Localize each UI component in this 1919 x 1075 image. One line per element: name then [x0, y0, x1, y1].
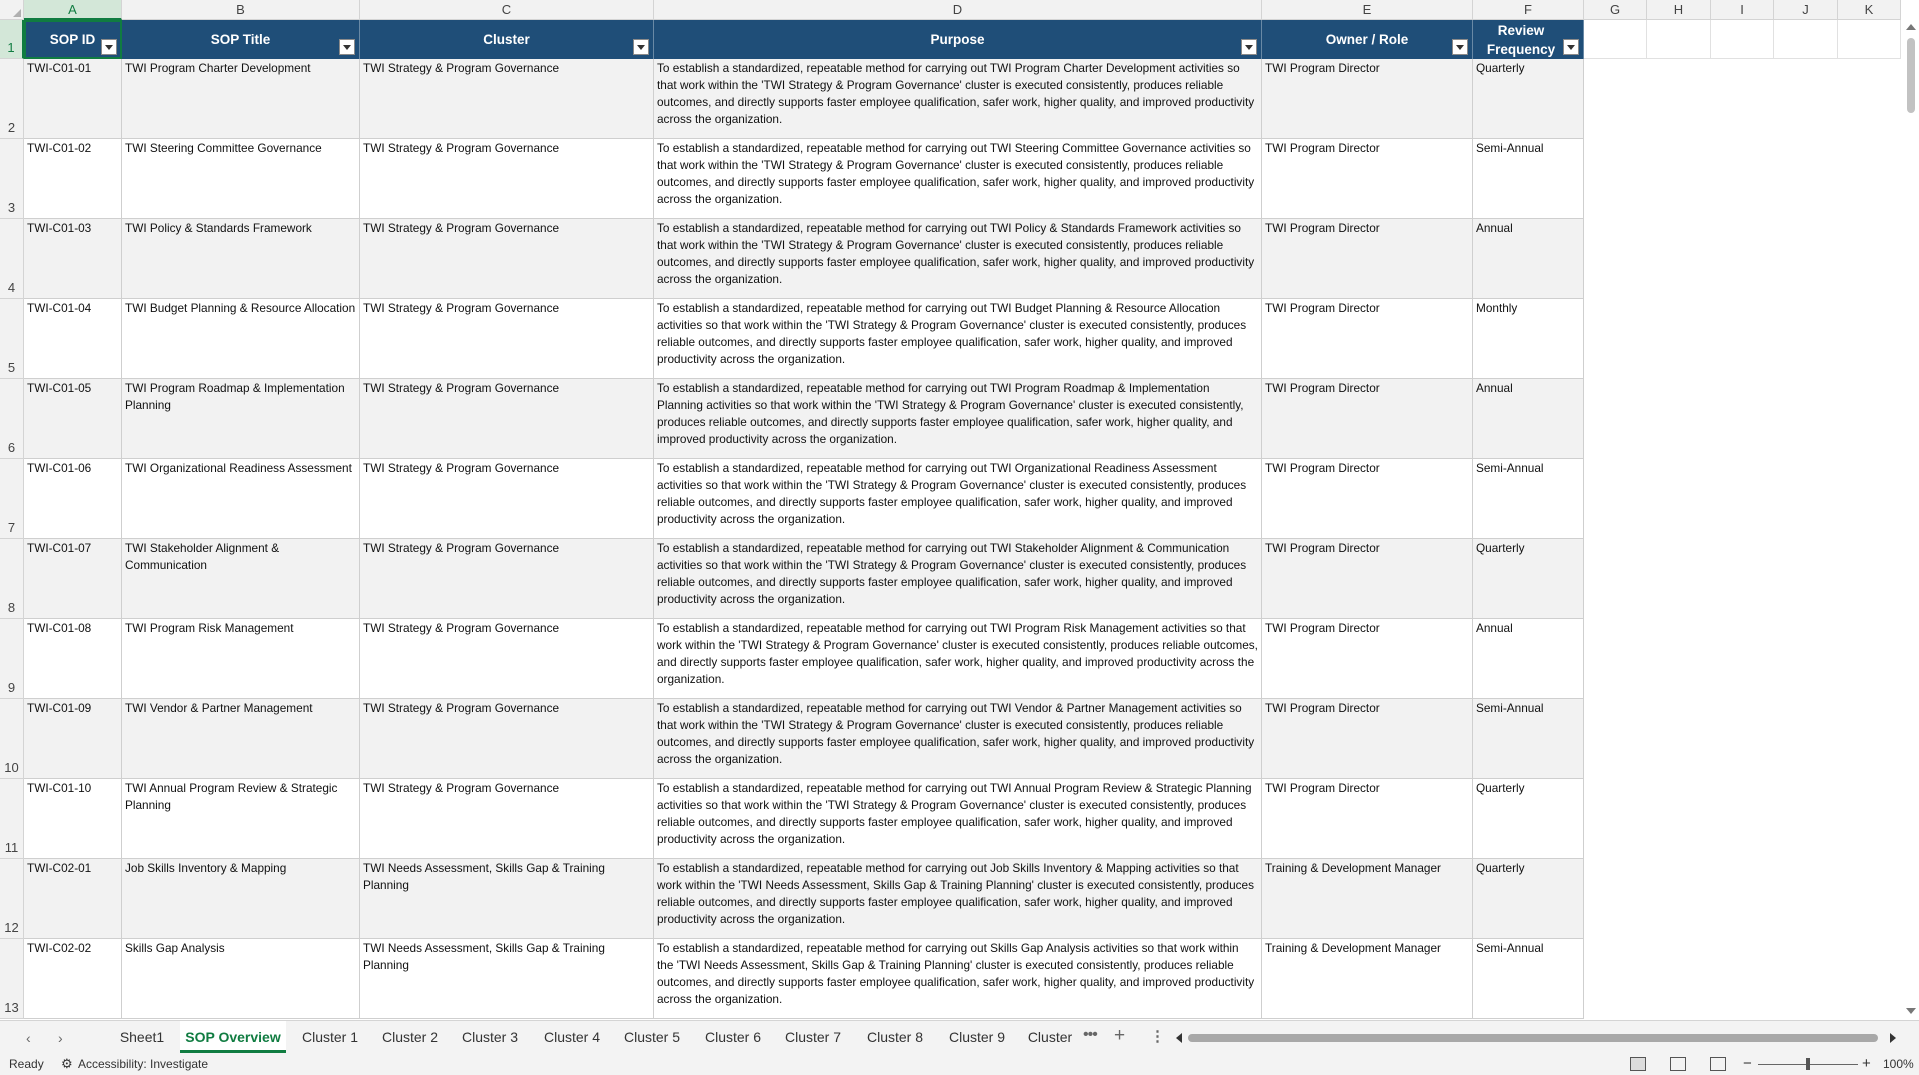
cell-owner-role[interactable]: TWI Program Director — [1262, 59, 1473, 139]
row-number: 3 — [7, 200, 16, 215]
row-number: 13 — [4, 1000, 19, 1015]
sheet-tab-cluster[interactable]: Cluster — [1027, 1029, 1073, 1045]
cell-sop-id[interactable]: TWI-C01-02 — [24, 139, 122, 219]
cell-sop-title[interactable]: Job Skills Inventory & Mapping — [122, 859, 360, 939]
cell-owner-role[interactable]: Training & Development Manager — [1262, 859, 1473, 939]
cell-cluster[interactable]: TWI Strategy & Program Governance — [360, 459, 654, 539]
cell-cluster[interactable]: TWI Strategy & Program Governance — [360, 379, 654, 459]
plus-icon[interactable]: + — [1114, 1025, 1126, 1046]
cell-sop-id[interactable]: TWI-C01-09 — [24, 699, 122, 779]
header-label: Cluster — [483, 32, 530, 47]
empty-cell[interactable] — [1584, 20, 1647, 59]
cell-review-frequency[interactable]: Semi-Annual — [1473, 699, 1584, 779]
zoom-out-icon[interactable]: − — [1743, 1055, 1752, 1072]
ellipsis-icon[interactable]: ••• — [1083, 1026, 1097, 1043]
horizontal-scrollbar[interactable] — [1176, 1033, 1896, 1043]
cell-review-frequency[interactable]: Quarterly — [1473, 859, 1584, 939]
filter-dropdown-icon[interactable] — [339, 39, 355, 55]
cell-purpose[interactable]: To establish a standardized, repeatable method for carrying out TWI Program Charter Development activities so that work within the 'TWI Strategy & Program Governance' cluster is executed consistently, produces reliable outcomes, and directly supports faster employee qualification, safer work, higher quality, and improved productivity across the organization. — [654, 59, 1262, 139]
cell-cluster[interactable]: TWI Strategy & Program Governance — [360, 299, 654, 379]
vertical-scroll-thumb[interactable] — [1907, 38, 1915, 113]
row-header-3[interactable] — [0, 139, 24, 219]
cell-sop-id[interactable]: TWI-C01-04 — [24, 299, 122, 379]
header-cluster[interactable] — [360, 20, 654, 59]
cell-purpose[interactable]: To establish a standardized, repeatable method for carrying out TWI Stakeholder Alignment & Communication activities so that work within the 'TWI Strategy & Program Governance' cluster is executed consistently, produces reliable outcomes, and directly supports faster employee qualification, safer work, higher quality, and improved productivity across the organization. — [654, 539, 1262, 619]
empty-cell[interactable] — [1838, 20, 1901, 59]
row-number: 9 — [7, 680, 16, 695]
sheet-tab-cluster-6[interactable]: Cluster 6 — [704, 1029, 762, 1045]
cell-purpose[interactable]: To establish a standardized, repeatable method for carrying out TWI Policy & Standards Framework activities so that work within the 'TWI Strategy & Program Governance' cluster is executed consistently, produces reliable outcomes, and directly supports faster employee qualification, safer work, higher quality, and improved productivity across the organization. — [654, 219, 1262, 299]
cell-sop-id[interactable]: TWI-C01-03 — [24, 219, 122, 299]
cell-owner-role[interactable]: TWI Program Director — [1262, 139, 1473, 219]
row-header-2[interactable] — [0, 59, 24, 139]
row-number: 6 — [7, 440, 16, 455]
tab-scroll-right-icon[interactable]: › — [58, 1030, 63, 1046]
cell-sop-title[interactable]: TWI Stakeholder Alignment & Communication — [122, 539, 360, 619]
row-number: 10 — [4, 760, 19, 775]
cell-cluster[interactable]: TWI Strategy & Program Governance — [360, 779, 654, 859]
row-header-8[interactable] — [0, 539, 24, 619]
column-header-e[interactable]: E — [1262, 0, 1473, 20]
column-header-f[interactable]: F — [1473, 0, 1584, 20]
scroll-down-icon[interactable] — [1906, 1008, 1916, 1014]
ready-status: Ready — [9, 1057, 44, 1071]
vertical-dots-icon[interactable]: ⋮ — [1150, 1028, 1165, 1045]
row-header-7[interactable] — [0, 459, 24, 539]
scroll-left-icon[interactable] — [1176, 1033, 1182, 1043]
cell-owner-role[interactable]: TWI Program Director — [1262, 379, 1473, 459]
row-header-5[interactable] — [0, 299, 24, 379]
cell-cluster[interactable]: TWI Needs Assessment, Skills Gap & Training Planning — [360, 859, 654, 939]
header-review-frequency[interactable] — [1473, 20, 1584, 59]
header-label: Review Frequency — [1486, 22, 1556, 57]
empty-cell[interactable] — [1774, 20, 1838, 59]
sheet-tab-cluster-2[interactable]: Cluster 2 — [381, 1029, 439, 1045]
sheet-tab-cluster-4[interactable]: Cluster 4 — [543, 1029, 601, 1045]
filter-dropdown-icon[interactable] — [1241, 39, 1257, 55]
cell-purpose[interactable]: To establish a standardized, repeatable method for carrying out Skills Gap Analysis activities so that work within the 'TWI Needs Assessment, Skills Gap & Training Planning' cluster is executed consistently, produces reliable outcomes, and directly supports faster employee qualification, safer work, higher quality, and improved productivity across the organization. — [654, 939, 1262, 1019]
cell-cluster[interactable]: TWI Strategy & Program Governance — [360, 699, 654, 779]
header-label: SOP Title — [210, 32, 271, 47]
sheet-tab-cluster-8[interactable]: Cluster 8 — [866, 1029, 924, 1045]
cell-sop-id[interactable]: TWI-C01-10 — [24, 779, 122, 859]
cell-sop-title[interactable]: TWI Annual Program Review & Strategic Planning — [122, 779, 360, 859]
row-header-6[interactable] — [0, 379, 24, 459]
cell-sop-title[interactable]: TWI Vendor & Partner Management — [122, 699, 360, 779]
tab-scroll-left-icon[interactable]: ‹ — [26, 1030, 31, 1046]
cell-cluster[interactable]: TWI Strategy & Program Governance — [360, 619, 654, 699]
scroll-right-icon[interactable] — [1890, 1033, 1896, 1043]
column-header-j[interactable]: J — [1774, 0, 1838, 20]
row-number: 12 — [4, 920, 19, 935]
sheet-tab-sop-overview[interactable]: SOP Overview — [180, 1021, 286, 1053]
cell-sop-id[interactable]: TWI-C01-01 — [24, 59, 122, 139]
zoom-slider-thumb[interactable] — [1806, 1058, 1810, 1070]
filter-dropdown-icon[interactable] — [1452, 39, 1468, 55]
sheet-tab-sheet1[interactable]: Sheet1 — [119, 1029, 165, 1045]
cell-owner-role[interactable]: TWI Program Director — [1262, 459, 1473, 539]
horizontal-scroll-thumb[interactable] — [1188, 1034, 1878, 1042]
row-number: 4 — [7, 280, 16, 295]
row-header-13[interactable] — [0, 939, 24, 1019]
header-purpose[interactable] — [654, 20, 1262, 59]
zoom-level[interactable]: 100% — [1883, 1057, 1914, 1071]
cell-sop-title[interactable]: TWI Program Risk Management — [122, 619, 360, 699]
row-number: 7 — [7, 520, 16, 535]
cell-review-frequency[interactable]: Quarterly — [1473, 59, 1584, 139]
sheet-tab-cluster-3[interactable]: Cluster 3 — [461, 1029, 519, 1045]
column-header-c[interactable]: C — [360, 0, 654, 20]
sheet-tab-cluster-9[interactable]: Cluster 9 — [948, 1029, 1006, 1045]
cell-review-frequency[interactable]: Annual — [1473, 219, 1584, 299]
sheet-tab-cluster-5[interactable]: Cluster 5 — [623, 1029, 681, 1045]
cell-sop-title[interactable]: TWI Program Charter Development — [122, 59, 360, 139]
cell-owner-role[interactable]: TWI Program Director — [1262, 779, 1473, 859]
cell-cluster[interactable]: TWI Strategy & Program Governance — [360, 219, 654, 299]
cell-cluster[interactable]: TWI Strategy & Program Governance — [360, 539, 654, 619]
row-header-1[interactable]: 1 — [0, 20, 24, 59]
cell-owner-role[interactable]: TWI Program Director — [1262, 219, 1473, 299]
cell-sop-title[interactable]: TWI Organizational Readiness Assessment — [122, 459, 360, 539]
header-label: Owner / Role — [1325, 32, 1409, 47]
sheet-tab-cluster-7[interactable]: Cluster 7 — [784, 1029, 842, 1045]
cell-sop-id[interactable]: TWI-C01-07 — [24, 539, 122, 619]
cell-sop-id[interactable]: TWI-C01-05 — [24, 379, 122, 459]
cell-review-frequency[interactable]: Quarterly — [1473, 779, 1584, 859]
column-header-k[interactable]: K — [1838, 0, 1901, 20]
cell-sop-id[interactable]: TWI-C02-02 — [24, 939, 122, 1019]
cell-review-frequency[interactable]: Annual — [1473, 619, 1584, 699]
header-sop-id[interactable] — [24, 20, 122, 59]
cell-sop-id[interactable]: TWI-C02-01 — [24, 859, 122, 939]
row-number: 2 — [7, 120, 16, 135]
normal-view-button[interactable] — [1630, 1057, 1646, 1071]
cell-sop-title[interactable]: TWI Budget Planning & Resource Allocation — [122, 299, 360, 379]
cell-cluster[interactable]: TWI Strategy & Program Governance — [360, 59, 654, 139]
row-header-4[interactable] — [0, 219, 24, 299]
sheet-tab-cluster-1[interactable]: Cluster 1 — [301, 1029, 359, 1045]
cell-review-frequency[interactable]: Semi-Annual — [1473, 459, 1584, 539]
select-all-corner[interactable] — [0, 0, 24, 20]
row-header-11[interactable] — [0, 779, 24, 859]
column-header-b[interactable]: B — [122, 0, 360, 20]
column-header-h[interactable]: H — [1647, 0, 1711, 20]
cell-sop-title[interactable]: TWI Steering Committee Governance — [122, 139, 360, 219]
cell-owner-role[interactable]: TWI Program Director — [1262, 539, 1473, 619]
column-header-g[interactable]: G — [1584, 0, 1647, 20]
page-break-preview-button[interactable] — [1710, 1057, 1726, 1071]
empty-cell[interactable] — [1711, 20, 1774, 59]
cell-sop-title[interactable]: TWI Policy & Standards Framework — [122, 219, 360, 299]
cell-sop-title[interactable]: Skills Gap Analysis — [122, 939, 360, 1019]
page-layout-button[interactable] — [1670, 1057, 1686, 1071]
vertical-scrollbar[interactable] — [1903, 20, 1919, 1018]
scroll-up-icon[interactable] — [1906, 24, 1916, 30]
cell-purpose[interactable]: To establish a standardized, repeatable method for carrying out TWI Steering Committee Governance activities so that work within the 'TWI Strategy & Program Governance' cluster is executed consistently, produces reliable outcomes, and directly supports faster employee qualification, safer work, higher quality, and improved productivity across the organization. — [654, 139, 1262, 219]
zoom-in-icon[interactable]: + — [1862, 1055, 1871, 1072]
cell-cluster[interactable]: TWI Strategy & Program Governance — [360, 139, 654, 219]
filter-dropdown-icon[interactable] — [101, 39, 117, 55]
cell-sop-id[interactable]: TWI-C01-08 — [24, 619, 122, 699]
cell-owner-role[interactable]: TWI Program Director — [1262, 299, 1473, 379]
column-header-i[interactable]: I — [1711, 0, 1774, 20]
accessibility-status[interactable]: Accessibility: Investigate — [78, 1057, 209, 1071]
row-header-9[interactable] — [0, 619, 24, 699]
cell-purpose[interactable]: To establish a standardized, repeatable method for carrying out TWI Organizational Readiness Assessment activities so that work within the 'TWI Strategy & Program Governance' cluster is executed consistently, produces reliable outcomes, and directly supports faster employee qualification, safer work, higher quality, and improved productivity across the organization. — [654, 459, 1262, 539]
cell-review-frequency[interactable]: Monthly — [1473, 299, 1584, 379]
cell-owner-role[interactable]: TWI Program Director — [1262, 619, 1473, 699]
cell-review-frequency[interactable]: Semi-Annual — [1473, 139, 1584, 219]
sheet-tab-bar — [0, 1020, 1919, 1054]
header-label: SOP ID — [49, 32, 96, 47]
cell-cluster[interactable]: TWI Needs Assessment, Skills Gap & Training Planning — [360, 939, 654, 1019]
row-header-12[interactable] — [0, 859, 24, 939]
accessibility-icon[interactable]: ⚙ — [61, 1056, 73, 1071]
cell-owner-role[interactable]: Training & Development Manager — [1262, 939, 1473, 1019]
filter-dropdown-icon[interactable] — [1563, 39, 1579, 55]
cell-sop-title[interactable]: TWI Program Roadmap & Implementation Planning — [122, 379, 360, 459]
cell-purpose[interactable]: To establish a standardized, repeatable method for carrying out TWI Vendor & Partner Management activities so that work within the 'TWI Strategy & Program Governance' cluster is executed consistently, produces reliable outcomes, and directly supports faster employee qualification, safer work, higher quality, and improved productivity across the organization. — [654, 699, 1262, 779]
row-number: 8 — [7, 600, 16, 615]
row-number: 5 — [7, 360, 16, 375]
header-sop-title[interactable] — [122, 20, 360, 59]
cell-purpose[interactable]: To establish a standardized, repeatable method for carrying out Job Skills Inventory & Mapping activities so that work within the 'TWI Needs Assessment, Skills Gap & Training Planning' cluster is executed consistently, produces reliable outcomes, and directly supports faster employee qualification, safer work, higher quality, and improved productivity across the organization. — [654, 859, 1262, 939]
cell-review-frequency[interactable]: Quarterly — [1473, 539, 1584, 619]
row-header-10[interactable] — [0, 699, 24, 779]
header-label: Purpose — [930, 32, 985, 47]
cell-purpose[interactable]: To establish a standardized, repeatable method for carrying out TWI Program Roadmap & Implementation Planning activities so that work within the 'TWI Strategy & Program Governance' cluster is executed consistently, produces reliable outcomes, and directly supports faster employee qualification, safer work, higher quality, and improved productivity across the organization. — [654, 379, 1262, 459]
cell-owner-role[interactable]: TWI Program Director — [1262, 699, 1473, 779]
cell-purpose[interactable]: To establish a standardized, repeatable method for carrying out TWI Annual Program Review & Strategic Planning activities so that work within the 'TWI Strategy & Program Governance' cluster is executed consistently, produces reliable outcomes, and directly supports faster employee qualification, safer work, higher quality, and improved productivity across the organization. — [654, 779, 1262, 859]
cell-purpose[interactable]: To establish a standardized, repeatable method for carrying out TWI Program Risk Management activities so that work within the 'TWI Strategy & Program Governance' cluster is executed consistently, produces reliable outcomes, and directly supports faster employee qualification, safer work, higher quality, and improved productivity across the organization. — [654, 619, 1262, 699]
status-bar — [0, 1054, 1919, 1075]
row-number: 11 — [4, 840, 19, 855]
empty-cell[interactable] — [1647, 20, 1711, 59]
cell-purpose[interactable]: To establish a standardized, repeatable method for carrying out TWI Budget Planning & Resource Allocation activities so that work within the 'TWI Strategy & Program Governance' cluster is executed consistently, produces reliable outcomes, and directly supports faster employee qualification, safer work, higher quality, and improved productivity across the organization. — [654, 299, 1262, 379]
filter-dropdown-icon[interactable] — [633, 39, 649, 55]
header-owner-role[interactable] — [1262, 20, 1473, 59]
cell-review-frequency[interactable]: Annual — [1473, 379, 1584, 459]
cell-sop-id[interactable]: TWI-C01-06 — [24, 459, 122, 539]
cell-review-frequency[interactable]: Semi-Annual — [1473, 939, 1584, 1019]
column-header-d[interactable]: D — [654, 0, 1262, 20]
column-header-a[interactable]: A — [24, 0, 122, 20]
